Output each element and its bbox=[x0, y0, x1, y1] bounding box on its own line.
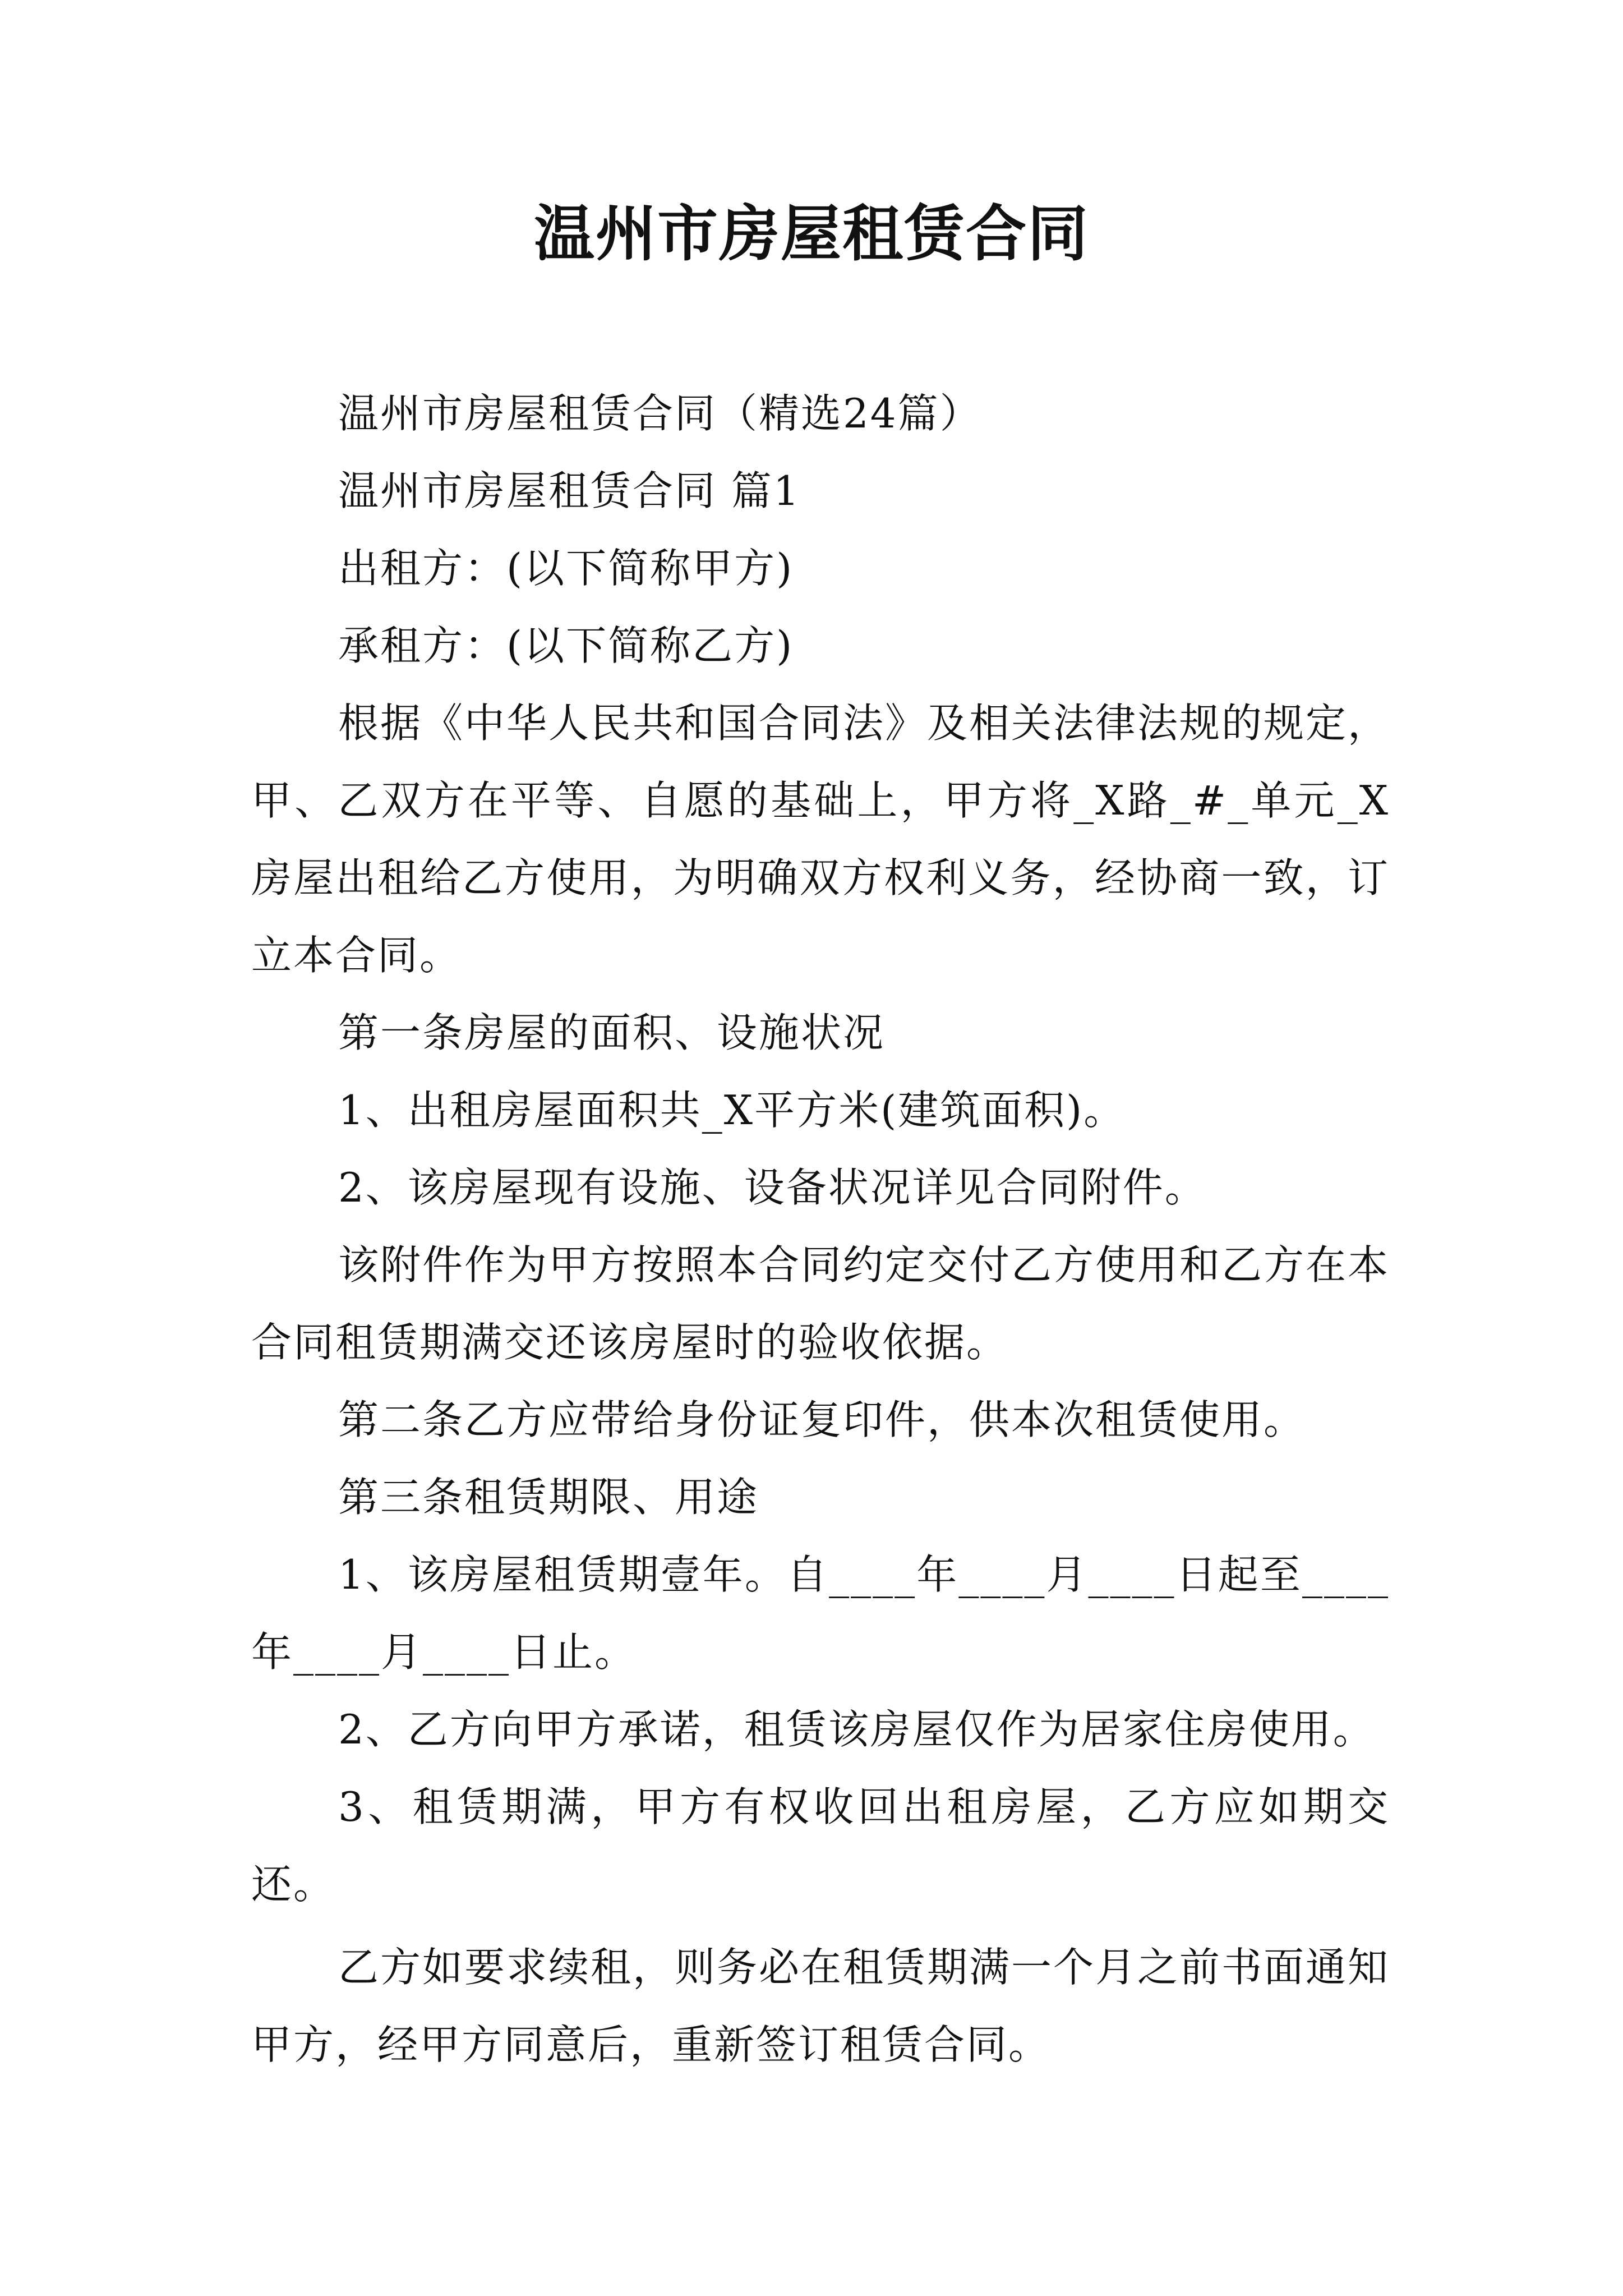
paragraph-article-1-item-1: 1、出租房屋面积共_X平方米(建筑面积)。 bbox=[338, 1087, 1126, 1134]
document-title: 温州市房屋租赁合同 bbox=[533, 199, 1089, 269]
paragraph-article-1-item-2: 2、该房屋现有设施、设备状况详见合同附件。 bbox=[338, 1164, 1207, 1211]
paragraph-article-2: 第二条乙方应带给身份证复印件，供本次租赁使用。 bbox=[338, 1396, 1306, 1443]
paragraph-renewal: 乙方如要求续租，则务必在租赁期满一个月之前书面通知甲方，经甲方同意后，重新签订租赁合同。 bbox=[251, 1944, 1390, 2068]
paragraph-preamble: 根据《中华人民共和国合同法》及相关法律法规的规定，甲、乙双方在平等、自愿的基础上，甲方将_X路_#_单元_X房屋出租给乙方使用，为明确双方权利义务，经协商一致，订立本合同。 bbox=[251, 700, 1390, 979]
paragraph-article-3-heading: 第三条租赁期限、用途 bbox=[338, 1474, 759, 1521]
paragraph-lessor: 出租方：(以下简称甲方) bbox=[338, 545, 794, 592]
paragraph-article-3-item-1: 1、该房屋租赁期壹年。自____年____月____日起至____年____月____日止。 bbox=[251, 1551, 1390, 1676]
paragraph-part-heading: 温州市房屋租赁合同 篇1 bbox=[338, 467, 801, 514]
paragraph-subtitle: 温州市房屋租赁合同（精选24篇） bbox=[338, 390, 982, 437]
paragraph-attachment-note: 该附件作为甲方按照本合同约定交付乙方使用和乙方在本合同租赁期满交还该房屋时的验收依据。 bbox=[251, 1241, 1390, 1366]
paragraph-article-1-heading: 第一条房屋的面积、设施状况 bbox=[338, 1009, 886, 1056]
document-body bbox=[251, 375, 1390, 2083]
paragraph-article-3-item-3: 3、租赁期满，甲方有权收回出租房屋，乙方应如期交还。 bbox=[251, 1783, 1390, 1908]
paragraph-lessee: 承租方：(以下简称乙方) bbox=[338, 622, 794, 669]
paragraph-article-3-item-2: 2、乙方向甲方承诺，租赁该房屋仅作为居家住房使用。 bbox=[338, 1706, 1375, 1753]
paragraph-gap bbox=[251, 1923, 1390, 1929]
